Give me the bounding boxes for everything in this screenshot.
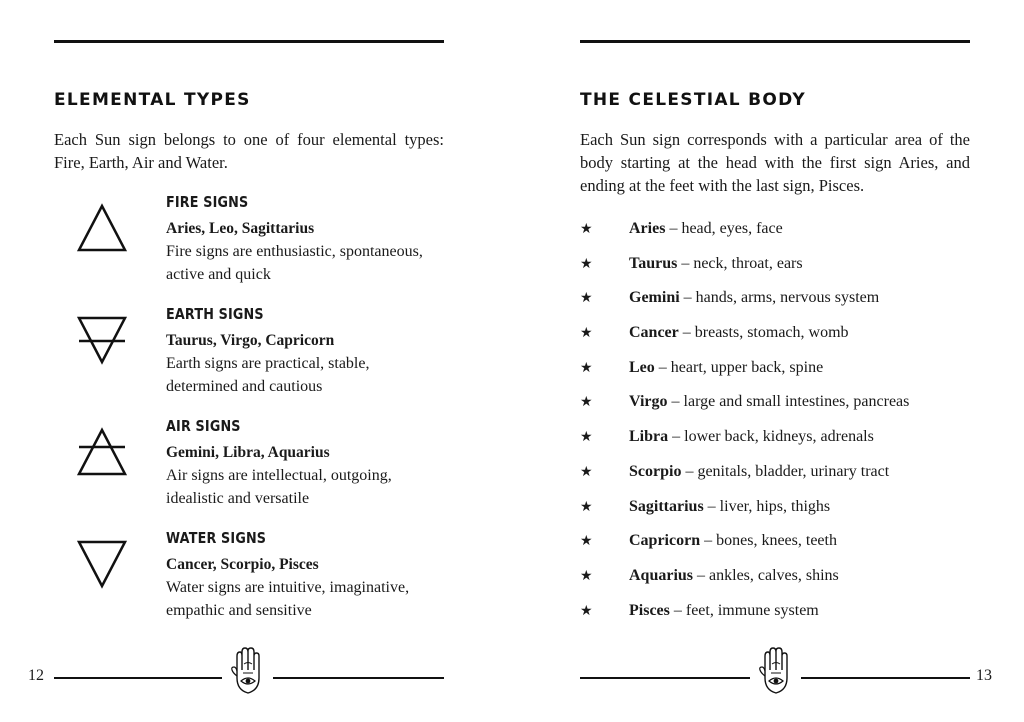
element-description: Earth signs are practical, stable, determined and cautious (166, 355, 370, 395)
sign-name: Pisces (629, 601, 670, 619)
sign-name: Aquarius (629, 566, 694, 584)
list-item (580, 322, 909, 357)
hamsa-hand-icon (229, 646, 265, 696)
section-heading: ELEMENTAL TYPES (54, 90, 251, 110)
right-page (512, 0, 1024, 722)
top-rule (54, 40, 444, 43)
star-icon: ★ (580, 222, 593, 237)
sign-name: Virgo (629, 393, 668, 411)
sign-name: Libra (629, 428, 669, 446)
star-icon: ★ (580, 464, 593, 480)
list-item (580, 530, 909, 565)
element-signs: Cancer, Scorpio, Pisces (166, 556, 319, 573)
sign-name: Capricorn (629, 532, 701, 550)
body-parts-list (580, 218, 909, 634)
star-icon: ★ (580, 395, 593, 411)
star-icon: ★ (580, 499, 593, 515)
hamsa-hand-icon (757, 646, 793, 696)
star-icon: ★ (580, 291, 593, 307)
sign-name: Cancer (629, 324, 679, 342)
body-parts-text: – ankles, calves, shins (693, 566, 839, 584)
footer-rule (580, 677, 750, 679)
section-heading: THE CELESTIAL BODY (580, 90, 806, 110)
element-description: Water signs are intuitive, imaginative, empathic and sensitive (166, 579, 410, 619)
body-parts-text: – large and small intestines, pancreas (667, 393, 910, 411)
star-icon: ★ (580, 326, 593, 342)
list-item (580, 357, 909, 392)
body-parts-text: – lower back, kidneys, adrenals (668, 428, 874, 446)
element-fire (54, 193, 454, 293)
top-rule (580, 40, 970, 43)
page-number: 13 (976, 667, 992, 684)
list-item (580, 253, 909, 288)
element-signs: Aries, Leo, Sagittarius (166, 220, 315, 237)
sign-name: Taurus (629, 254, 678, 272)
body-parts-text: – heart, upper back, spine (654, 358, 824, 376)
list-item (580, 461, 909, 496)
intro-paragraph: Each Sun sign corresponds with a particular area of the body starting at the head with the first sign Aries, and ending at the feet with the last sign, Pisces. (580, 130, 970, 195)
fire-triangle-icon (76, 203, 128, 253)
star-icon: ★ (580, 256, 593, 272)
sign-name: Scorpio (629, 462, 682, 480)
star-icon: ★ (580, 430, 593, 446)
star-icon: ★ (580, 534, 593, 550)
element-title: EARTH SIGNS (166, 305, 264, 323)
sign-name: Gemini (629, 289, 680, 307)
body-parts-text: – hands, arms, nervous system (679, 289, 880, 307)
list-item (580, 565, 909, 600)
body-parts-text: – feet, immune system (669, 601, 819, 619)
footer-rule (273, 677, 444, 679)
footer-rule (54, 677, 222, 679)
element-signs: Gemini, Libra, Aquarius (166, 444, 330, 461)
body-parts-text: – head, eyes, face (665, 220, 783, 237)
list-item (580, 496, 909, 531)
element-description: Air signs are intellectual, outgoing, idealistic and versatile (166, 467, 392, 507)
body-parts-text: – genitals, bladder, urinary tract (681, 462, 890, 480)
star-icon: ★ (580, 360, 593, 376)
list-item (580, 391, 909, 426)
water-triangle-icon (76, 539, 128, 589)
sign-name: Sagittarius (629, 497, 704, 515)
element-title: AIR SIGNS (166, 417, 241, 435)
element-description: Fire signs are enthusiastic, spontaneous, active and quick (166, 243, 423, 283)
list-item (580, 287, 909, 322)
element-title: FIRE SIGNS (166, 193, 249, 211)
sign-name: Aries (629, 220, 666, 237)
list-item (580, 600, 909, 635)
intro-paragraph: Each Sun sign belongs to one of four elemental types: Fire, Earth, Air and Water. (54, 130, 444, 172)
element-water (54, 529, 454, 629)
list-item (580, 218, 909, 253)
body-parts-text: – breasts, stomach, womb (678, 324, 849, 342)
body-parts-text: – liver, hips, thighs (703, 497, 831, 515)
earth-triangle-icon (76, 315, 128, 365)
page-number: 12 (28, 667, 44, 684)
sign-name: Leo (629, 358, 655, 376)
body-parts-text: – bones, knees, teeth (700, 532, 837, 550)
star-icon: ★ (580, 568, 593, 584)
air-triangle-icon (76, 427, 128, 477)
element-earth (54, 305, 454, 405)
body-parts-text: – neck, throat, ears (677, 254, 803, 272)
footer-rule (801, 677, 970, 679)
element-signs: Taurus, Virgo, Capricorn (166, 332, 335, 349)
list-item (580, 426, 909, 461)
star-icon: ★ (580, 603, 593, 619)
element-title: WATER SIGNS (166, 529, 267, 547)
element-air (54, 417, 454, 517)
